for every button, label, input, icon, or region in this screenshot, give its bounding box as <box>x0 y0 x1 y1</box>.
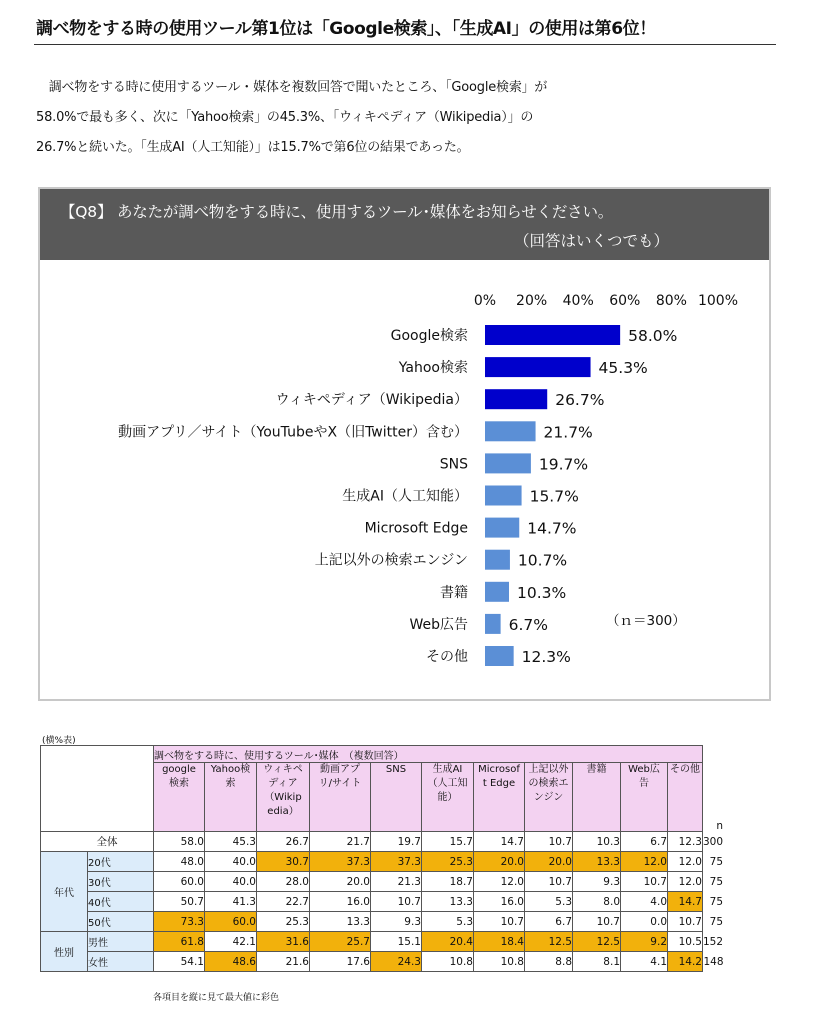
value-label: 26.7% <box>555 391 605 410</box>
data-cell: 9.3 <box>573 872 621 892</box>
data-cell: 13.3 <box>310 912 371 932</box>
bar <box>485 389 547 409</box>
bar <box>485 582 509 602</box>
category-label: Microsoft Edge <box>364 520 468 537</box>
column-header-line: 動画アプ <box>320 764 360 775</box>
group-label: 性別 <box>41 932 88 972</box>
column-header-line: edia） <box>267 806 299 817</box>
column-header-line: の検索エ <box>528 778 569 789</box>
column-header-line: SNS <box>385 764 407 775</box>
data-cell: 10.7 <box>621 872 668 892</box>
category-label: 動画アプリ／サイト（YouTubeやX（旧Twitter）含む） <box>118 424 468 441</box>
value-label: 15.7% <box>529 487 579 506</box>
data-cell: 18.4 <box>474 932 525 952</box>
bar <box>485 646 514 666</box>
data-cell: 20.4 <box>422 932 474 952</box>
data-cell: 14.7 <box>474 832 525 852</box>
summary-line: 調べ物をする時に使用するツール・媒体を複数回答で聞いたところ、「Google検索」が <box>36 80 548 95</box>
data-cell: 10.8 <box>422 952 474 972</box>
table-row-total <box>41 832 724 852</box>
crosstab-table <box>40 745 724 972</box>
value-label: 6.7% <box>508 615 549 634</box>
data-cell: 48.0 <box>154 852 205 872</box>
data-cell: 28.0 <box>257 872 310 892</box>
data-cell: 58.0 <box>154 832 205 852</box>
data-cell: 10.7 <box>525 832 573 852</box>
data-cell: 13.3 <box>573 852 621 872</box>
n-header: n <box>703 763 724 832</box>
data-cell: 12.5 <box>573 932 621 952</box>
column-header <box>621 763 668 832</box>
column-header-line: google <box>162 764 196 775</box>
column-header <box>257 763 310 832</box>
data-cell: 37.3 <box>371 852 422 872</box>
data-cell: 16.0 <box>310 892 371 912</box>
bar <box>485 325 620 345</box>
table-note: 各項目を縦に見て最大値に彩色 <box>153 993 280 1003</box>
column-header-line: ウィキペ <box>263 764 303 775</box>
chart-panel <box>38 187 771 701</box>
data-cell: 21.7 <box>310 832 371 852</box>
data-cell: 21.6 <box>257 952 310 972</box>
category-label: 上記以外の検索エンジン <box>314 552 468 569</box>
data-cell: 24.3 <box>371 952 422 972</box>
row-label: 50代 <box>88 912 154 932</box>
n-value: 75 <box>703 892 724 912</box>
data-cell: 12.0 <box>668 852 703 872</box>
data-cell: 21.3 <box>371 872 422 892</box>
data-cell: 30.7 <box>257 852 310 872</box>
data-cell: 12.0 <box>621 852 668 872</box>
data-cell: 18.7 <box>422 872 474 892</box>
n-value: 148 <box>703 952 724 972</box>
question-title: 【Q8】 あなたが調べ物をする時に、使用するツール･媒体をお知らせください。 <box>60 203 614 221</box>
column-header <box>668 763 703 832</box>
column-header <box>474 763 525 832</box>
data-cell: 25.3 <box>257 912 310 932</box>
column-header <box>310 763 371 832</box>
data-cell: 14.2 <box>668 952 703 972</box>
column-header <box>422 763 474 832</box>
value-label: 45.3% <box>598 359 648 378</box>
data-cell: 20.0 <box>474 852 525 872</box>
data-cell: 15.7 <box>422 832 474 852</box>
column-header-line: Web広 <box>628 764 660 775</box>
n-value: 300 <box>703 832 724 852</box>
span-header: 調べ物をする時に、使用するツール･媒体 （複数回答） <box>154 746 703 763</box>
table-corner <box>41 746 154 832</box>
row-label: 女性 <box>88 952 154 972</box>
data-cell: 9.3 <box>371 912 422 932</box>
data-cell: 37.3 <box>310 852 371 872</box>
page-headline: 調べ物をする時の使用ツール第1位は「Google検索」、「生成AI」の使用は第6位！ <box>36 19 656 39</box>
category-label: SNS <box>439 456 468 473</box>
table-row <box>41 932 724 952</box>
data-cell: 10.7 <box>525 872 573 892</box>
column-header <box>525 763 573 832</box>
data-cell: 31.6 <box>257 932 310 952</box>
data-cell: 48.6 <box>205 952 257 972</box>
category-label: Web広告 <box>409 616 468 633</box>
column-header-line: t Edge <box>482 778 516 789</box>
data-cell: 42.1 <box>205 932 257 952</box>
data-cell: 20.0 <box>525 852 573 872</box>
column-header <box>205 763 257 832</box>
data-cell: 12.0 <box>474 872 525 892</box>
bar <box>485 550 510 570</box>
data-cell: 10.8 <box>474 952 525 972</box>
n-value: 75 <box>703 852 724 872</box>
data-cell: 25.7 <box>310 932 371 952</box>
data-cell: 10.7 <box>573 912 621 932</box>
column-header <box>573 763 621 832</box>
table-header-row <box>41 746 724 763</box>
value-label: 12.3% <box>521 648 571 666</box>
x-tick-label: 40% <box>562 293 594 309</box>
n-value: 152 <box>703 932 724 952</box>
column-header-line: 告 <box>639 778 649 789</box>
column-header-line: 生成AI <box>432 764 463 775</box>
data-cell: 40.0 <box>205 872 257 892</box>
data-cell: 54.1 <box>154 952 205 972</box>
data-cell: 8.0 <box>573 892 621 912</box>
column-header <box>371 763 422 832</box>
data-cell: 16.0 <box>474 892 525 912</box>
summary-paragraph <box>36 73 776 163</box>
data-cell: 10.7 <box>371 892 422 912</box>
bar <box>485 357 591 377</box>
bar <box>485 421 536 441</box>
row-label: 40代 <box>88 892 154 912</box>
data-cell: 45.3 <box>205 832 257 852</box>
data-cell: 40.0 <box>205 852 257 872</box>
data-cell: 17.6 <box>310 952 371 972</box>
row-label: 男性 <box>88 932 154 952</box>
data-cell: 41.3 <box>205 892 257 912</box>
table-row <box>41 872 724 892</box>
data-cell: 60.0 <box>205 912 257 932</box>
column-header-line: ンジン <box>533 792 564 803</box>
x-tick-label: 60% <box>609 293 641 309</box>
data-cell: 14.7 <box>668 892 703 912</box>
data-cell: 10.5 <box>668 932 703 952</box>
value-label: 14.7% <box>527 519 577 538</box>
table-row <box>41 852 724 872</box>
column-header-line: Yahoo検 <box>210 764 251 775</box>
data-cell: 12.5 <box>525 932 573 952</box>
column-header-line: （人工知 <box>427 778 468 789</box>
bar-chart <box>40 189 769 699</box>
x-tick-label: 0% <box>473 293 497 309</box>
column-header-line: 索 <box>225 778 236 789</box>
data-cell: 26.7 <box>257 832 310 852</box>
value-label: 58.0% <box>628 327 678 345</box>
n-column-spacer <box>703 746 724 763</box>
bar <box>485 453 531 473</box>
category-label: ウィキペディア（Wikipedia） <box>275 392 468 409</box>
data-cell: 12.0 <box>668 872 703 892</box>
data-cell: 9.2 <box>621 932 668 952</box>
data-cell: 50.7 <box>154 892 205 912</box>
row-label-total: 全体 <box>41 832 154 852</box>
data-cell: 6.7 <box>525 912 573 932</box>
data-cell: 60.0 <box>154 872 205 892</box>
x-tick-label: 20% <box>516 293 548 309</box>
column-header-line: その他 <box>670 764 700 775</box>
data-cell: 15.1 <box>371 932 422 952</box>
data-cell: 19.7 <box>371 832 422 852</box>
summary-line: 58.0%で最も多く、次に「Yahoo検索」の45.3%、「ウィキペディア（Wikipedia）」の <box>36 110 534 125</box>
x-tick-label: 100% <box>697 293 739 309</box>
column-header-line: （Wikip <box>264 792 302 803</box>
table-caption: (横%表) <box>42 736 76 746</box>
data-cell: 12.3 <box>668 832 703 852</box>
row-label: 20代 <box>88 852 154 872</box>
table-row <box>41 912 724 932</box>
question-subtitle: （回答はいくつでも） <box>513 232 669 250</box>
bar <box>485 486 522 506</box>
value-label: 10.3% <box>516 583 567 602</box>
value-label: 10.7% <box>517 551 568 570</box>
data-cell: 20.0 <box>310 872 371 892</box>
data-cell: 22.7 <box>257 892 310 912</box>
data-cell: 5.3 <box>525 892 573 912</box>
table-row <box>41 952 724 972</box>
data-cell: 13.3 <box>422 892 474 912</box>
summary-line: 26.7%と続いた。「生成AI（人工知能）」は15.7%で第6位の結果であった。 <box>36 140 470 155</box>
column-header-line: Microsof <box>478 764 520 775</box>
x-tick-label: 80% <box>655 293 687 309</box>
data-cell: 10.7 <box>668 912 703 932</box>
data-cell: 25.3 <box>422 852 474 872</box>
category-label: Google検索 <box>390 328 468 344</box>
sample-size-annotation: （ｎ＝300） <box>606 612 686 629</box>
column-header-line: 上記以外 <box>528 764 569 775</box>
data-cell: 73.3 <box>154 912 205 932</box>
data-cell: 8.1 <box>573 952 621 972</box>
n-value: 75 <box>703 872 724 892</box>
column-header-line: 能） <box>437 792 458 803</box>
headline-divider <box>34 44 776 45</box>
column-header-line: 検索 <box>169 778 189 789</box>
data-cell: 0.0 <box>621 912 668 932</box>
column-header-line: ディア <box>268 778 298 789</box>
data-cell: 61.8 <box>154 932 205 952</box>
category-label: Yahoo検索 <box>398 360 468 377</box>
row-label: 30代 <box>88 872 154 892</box>
n-value: 75 <box>703 912 724 932</box>
bar <box>485 518 519 538</box>
data-cell: 5.3 <box>422 912 474 932</box>
category-label: 生成AI（人工知能） <box>342 488 468 505</box>
data-cell: 10.7 <box>474 912 525 932</box>
group-label: 年代 <box>41 852 88 932</box>
column-header <box>154 763 205 832</box>
value-label: 19.7% <box>538 455 589 474</box>
table-row <box>41 892 724 912</box>
column-header-line: 書籍 <box>586 764 607 775</box>
column-header-line: リ/サイト <box>318 778 362 789</box>
data-cell: 10.3 <box>573 832 621 852</box>
data-cell: 6.7 <box>621 832 668 852</box>
bar <box>485 614 501 634</box>
data-cell: 4.0 <box>621 892 668 912</box>
data-cell: 4.1 <box>621 952 668 972</box>
category-label: 書籍 <box>440 584 468 601</box>
value-label: 21.7% <box>543 423 593 442</box>
category-label: その他 <box>426 649 468 665</box>
data-cell: 8.8 <box>525 952 573 972</box>
